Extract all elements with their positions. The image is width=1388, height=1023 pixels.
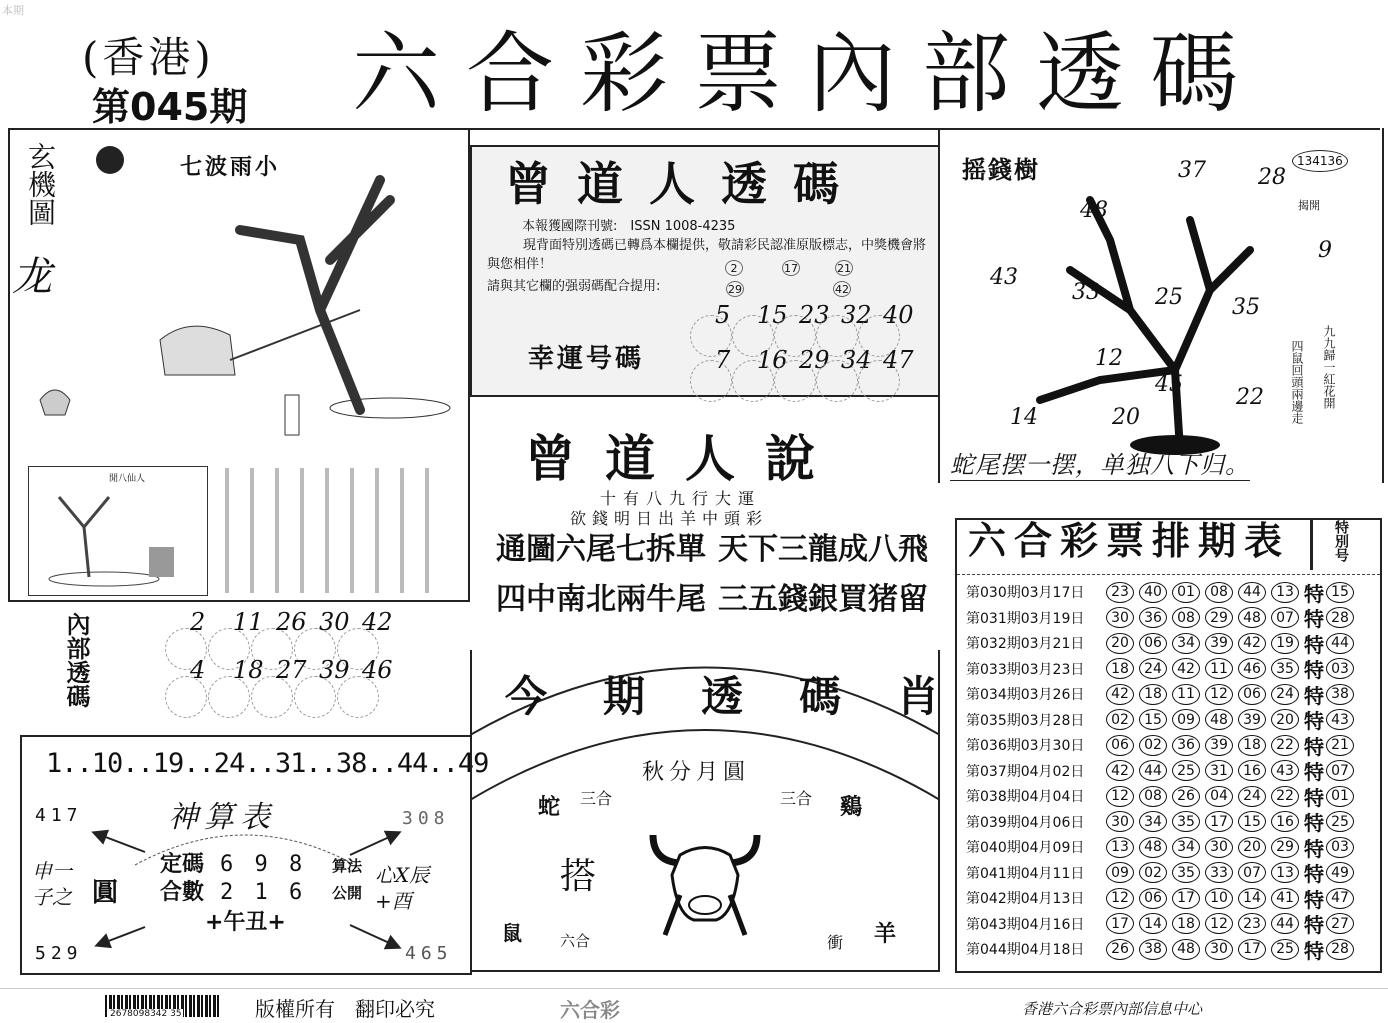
- tree-number: 12: [1095, 346, 1123, 371]
- draw-number: 26: [1172, 786, 1200, 807]
- draw-number: 36: [1139, 607, 1167, 628]
- draw-number: 01: [1172, 582, 1200, 603]
- draw-date: 第043期04月16日: [966, 916, 1085, 933]
- draw-date: 第031期03月19日: [966, 610, 1085, 627]
- draw-number: 48: [1205, 709, 1233, 730]
- draw-number: 17: [1106, 913, 1134, 934]
- draw-number: 12: [1106, 786, 1134, 807]
- tree-number: 37: [1178, 158, 1206, 183]
- schedule-row: [966, 759, 1359, 783]
- lucky-number: 16: [757, 346, 788, 374]
- barcode-number: 2678098342 35: [110, 1009, 182, 1019]
- corner-top-right: 308: [402, 808, 450, 829]
- special-number: 21: [1326, 735, 1354, 756]
- draw-number: 48: [1172, 939, 1200, 960]
- zodiac-hint: +午丑+: [205, 910, 286, 935]
- special-marker: 特: [1304, 658, 1324, 682]
- tree-number: 14: [1010, 405, 1038, 430]
- zodiac-center-text: 秋分月圓: [642, 760, 751, 785]
- special-marker: 特: [1304, 581, 1324, 606]
- lucky-number: 47: [883, 346, 914, 374]
- tree-number: 25: [1155, 285, 1183, 310]
- special-marker: 特: [1304, 734, 1324, 759]
- draw-number: 35: [1271, 658, 1299, 679]
- draw-number: 30: [1106, 607, 1134, 628]
- lucky-number: 34: [841, 346, 872, 374]
- schedule-row: [966, 810, 1359, 834]
- special-code: 21: [837, 262, 851, 275]
- draw-number: 12: [1205, 684, 1233, 705]
- schedule-title: 六合彩票排期表: [968, 519, 1291, 563]
- code-number: 30: [319, 608, 350, 636]
- special-marker: 特: [1304, 709, 1324, 733]
- draw-number: 23: [1238, 913, 1266, 934]
- draw-date: 第040期04月09日: [966, 840, 1085, 856]
- draw-number: 09: [1106, 862, 1134, 883]
- draw-number: 30: [1205, 939, 1233, 960]
- special-code: 42: [835, 283, 849, 296]
- right-note: 心X辰+酉: [375, 863, 430, 913]
- inset-caption: 閒八仙人: [109, 474, 146, 484]
- poem-columns: [215, 468, 450, 593]
- prophecy-line-2a: 四中南北兩牛尾: [496, 582, 706, 617]
- corner-bottom-left: 529: [35, 943, 83, 964]
- issue-number: 第045期: [92, 85, 248, 129]
- draw-number: 35: [1172, 862, 1200, 883]
- prophecy-line-2b: 三五錢銀買猪留: [718, 582, 928, 617]
- draw-number: 18: [1172, 913, 1200, 934]
- draw-number: 43: [1271, 760, 1299, 781]
- special-number-header: 特別号: [1333, 520, 1349, 562]
- special-marker: 特: [1304, 811, 1324, 835]
- zodiac-goat: 羊: [874, 922, 897, 947]
- money-tree-title: 摇錢樹: [962, 156, 1040, 184]
- fixed-code-value: 6 9 8: [220, 852, 307, 877]
- code-number: 26: [276, 608, 307, 636]
- special-number: 15: [1326, 582, 1354, 603]
- draw-number: 07: [1271, 607, 1299, 628]
- draw-number: 34: [1139, 811, 1167, 832]
- special-number: 07: [1326, 760, 1354, 781]
- draw-number: 40: [1139, 582, 1167, 603]
- lucky-number: 40: [883, 301, 914, 329]
- riddle-text: 七波雨小: [180, 155, 281, 180]
- draw-number: 11: [1172, 684, 1200, 705]
- tree-number: 28: [1258, 165, 1286, 190]
- code-number: 18: [233, 656, 264, 684]
- ox-head-icon: [645, 825, 765, 940]
- special-marker: 特: [1304, 836, 1324, 861]
- code-number: 27: [276, 656, 307, 684]
- draw-date: 第039期04月06日: [966, 814, 1085, 831]
- draw-number: 15: [1238, 811, 1266, 832]
- special-marker: 特: [1304, 785, 1324, 810]
- draw-number: 08: [1205, 582, 1233, 603]
- vase-icon: [285, 395, 299, 435]
- lucky-number: 29: [799, 346, 830, 374]
- code-number: 11: [233, 608, 264, 636]
- special-code: 29: [728, 283, 742, 296]
- draw-number: 24: [1238, 786, 1266, 807]
- draw-date: 第044期04月18日: [966, 942, 1085, 958]
- draw-date: 第035期03月28日: [966, 712, 1085, 729]
- fixed-code-label: 定碼: [160, 852, 205, 877]
- liuhe-label: 六合: [560, 932, 591, 950]
- draw-number: 02: [1106, 709, 1134, 730]
- draw-number: 20: [1238, 837, 1266, 858]
- draw-date: 第037期04月02日: [966, 763, 1085, 780]
- mystery-chart-label: 玄機圖: [24, 142, 57, 226]
- zodiac-box-title: 今期透碼肖: [505, 672, 996, 721]
- draw-number: 08: [1139, 786, 1167, 807]
- draw-number: 18: [1106, 658, 1134, 679]
- schedule-row: [966, 631, 1359, 655]
- draw-date: 第034期03月26日: [966, 687, 1085, 703]
- draw-number: 08: [1172, 607, 1200, 628]
- special-marker: 特: [1304, 683, 1324, 708]
- special-code: 2: [725, 260, 743, 276]
- schedule-row: [966, 708, 1359, 732]
- draw-number: 13: [1271, 862, 1299, 883]
- stamp-note: 揭開: [1298, 199, 1320, 212]
- draw-number: 42: [1172, 658, 1200, 679]
- draw-number: 16: [1271, 811, 1299, 832]
- draw-number: 07: [1238, 862, 1266, 883]
- draw-number: 13: [1106, 837, 1134, 858]
- draw-number: 17: [1172, 888, 1200, 909]
- draw-number: 24: [1271, 684, 1299, 705]
- copyright-text: 版權所有 翻印必究: [255, 997, 435, 1021]
- draw-number: 06: [1238, 684, 1266, 705]
- lucky-number: 7: [715, 346, 731, 374]
- draw-number: 22: [1271, 786, 1299, 807]
- region-label: (香港): [82, 33, 215, 82]
- draw-number: 17: [1238, 939, 1266, 960]
- special-number: 38: [1326, 684, 1354, 705]
- method-label-2: 公開: [332, 884, 363, 902]
- number-sequence: 1..10..19..24..31..38..44..49: [46, 748, 489, 779]
- draw-date: 第036期03月30日: [966, 738, 1085, 754]
- draw-number: 35: [1172, 811, 1200, 832]
- zengdao-codes-title: 曾道人透碼: [505, 157, 865, 211]
- draw-number: 48: [1139, 837, 1167, 858]
- code-number: 4: [190, 656, 206, 684]
- draw-number: 44: [1139, 760, 1167, 781]
- lucky-numbers-label: 幸運号碼: [528, 344, 645, 374]
- dog-icon: [160, 326, 235, 375]
- lucky-number: 15: [757, 301, 788, 329]
- special-number: 44: [1326, 633, 1354, 654]
- special-number: 28: [1326, 939, 1354, 960]
- draw-number: 13: [1271, 582, 1299, 603]
- verse-1: 十有八九行大運: [600, 489, 762, 508]
- schedule-row: [966, 580, 1359, 604]
- schedule-row: [966, 682, 1359, 706]
- draw-number: 11: [1205, 658, 1233, 679]
- schedule-row: [966, 784, 1359, 808]
- draw-number: 18: [1139, 684, 1167, 705]
- schedule-row: [966, 657, 1359, 681]
- tree-number: 33: [1072, 280, 1100, 305]
- special-number: 28: [1326, 607, 1354, 628]
- schedule-row: [966, 861, 1359, 885]
- lucky-number: 23: [799, 301, 830, 329]
- draw-number: 22: [1271, 735, 1299, 756]
- draw-number: 44: [1238, 582, 1266, 603]
- draw-number: 09: [1172, 709, 1200, 730]
- tree-number: 48: [1080, 198, 1108, 223]
- draw-number: 20: [1271, 709, 1299, 730]
- draw-number: 29: [1271, 837, 1299, 858]
- draw-number: 30: [1205, 837, 1233, 858]
- draw-number: 33: [1205, 862, 1233, 883]
- tree-number: 35: [1232, 295, 1260, 320]
- zodiac-rooster: 鷄: [840, 795, 863, 820]
- stamp-badge: 134136: [1292, 150, 1348, 172]
- tree-number: 20: [1112, 405, 1140, 430]
- draw-number: 10: [1205, 888, 1233, 909]
- draw-number: 39: [1205, 735, 1233, 756]
- draw-number: 36: [1172, 735, 1200, 756]
- special-number: 01: [1326, 786, 1354, 807]
- draw-number: 31: [1205, 760, 1233, 781]
- draw-number: 12: [1106, 888, 1134, 909]
- watermark: 六合彩: [560, 998, 620, 1022]
- schedule-row: [966, 835, 1359, 859]
- sum-label: 合數: [160, 880, 205, 905]
- prophecy-line-1b: 天下三龍成八飛: [718, 532, 928, 567]
- draw-number: 25: [1271, 939, 1299, 960]
- draw-number: 24: [1139, 658, 1167, 679]
- draw-number: 19: [1271, 633, 1299, 654]
- draw-number: 44: [1271, 913, 1299, 934]
- notice-text: 現背面特別透碼已轉爲本欄提供，敬請彩民認准原版標志，中獎機會將與您相伴！: [487, 238, 927, 272]
- schedule-row: [966, 886, 1359, 910]
- draw-number: 02: [1139, 862, 1167, 883]
- special-marker: 特: [1304, 760, 1324, 784]
- special-number: 27: [1326, 913, 1354, 934]
- left-note: 申一子之: [32, 859, 72, 909]
- special-number: 43: [1326, 709, 1354, 730]
- draw-number: 42: [1106, 760, 1134, 781]
- chong-label: 衝: [827, 933, 844, 952]
- draw-number: 25: [1172, 760, 1200, 781]
- publisher-text: 香港六合彩票內部信息中心: [1022, 1000, 1203, 1018]
- draw-number: 42: [1238, 633, 1266, 654]
- draw-date: 第038期04月04日: [966, 789, 1085, 805]
- page-title: 六合彩票內部透碼: [352, 22, 1265, 125]
- draw-number: 39: [1238, 709, 1266, 730]
- draw-date: 第032期03月21日: [966, 636, 1085, 652]
- lucky-number: 32: [841, 301, 872, 329]
- special-marker: 特: [1304, 913, 1324, 937]
- draw-number: 41: [1271, 888, 1299, 909]
- issn-text: 本報獲國際刊號: ISSN 1008-4235: [522, 219, 736, 234]
- draw-number: 14: [1238, 888, 1266, 909]
- lucky-number: 5: [715, 301, 731, 329]
- instruction-text: 請與其它欄的强弱碼配合提用:: [487, 279, 661, 294]
- money-tree-note-1: 九九歸一紅花開: [1322, 325, 1336, 409]
- draw-number: 48: [1238, 607, 1266, 628]
- special-marker: 特: [1304, 887, 1324, 912]
- tree-number: 9: [1318, 238, 1332, 263]
- draw-number: 06: [1106, 735, 1134, 756]
- draw-number: 42: [1106, 684, 1134, 705]
- draw-number: 34: [1172, 837, 1200, 858]
- special-marker: 特: [1304, 938, 1324, 963]
- schedule-row: [966, 606, 1359, 630]
- corner-bottom-right: 465: [405, 943, 453, 964]
- draw-number: 04: [1205, 786, 1233, 807]
- special-number: 47: [1326, 888, 1354, 909]
- code-number: 46: [362, 656, 393, 684]
- tree-number: 43: [990, 265, 1018, 290]
- draw-number: 29: [1205, 607, 1233, 628]
- code-number: 2: [190, 608, 206, 636]
- chicken-icon: [40, 390, 70, 415]
- draw-number: 39: [1205, 633, 1233, 654]
- moon-icon: [96, 146, 124, 174]
- hand-note: 龙: [12, 254, 52, 300]
- draw-number: 06: [1139, 888, 1167, 909]
- internal-codes-label: 內部透碼: [62, 612, 90, 708]
- tree-number: 45: [1155, 372, 1183, 397]
- draw-number: 20: [1106, 633, 1134, 654]
- schedule-row: [966, 937, 1359, 961]
- zodiac-snake: 蛇: [538, 795, 561, 820]
- code-number: 39: [319, 656, 350, 684]
- draw-number: 17: [1205, 811, 1233, 832]
- draw-number: 06: [1139, 633, 1167, 654]
- draw-number: 26: [1106, 939, 1134, 960]
- special-number: 03: [1326, 658, 1354, 679]
- draw-date: 第042期04月13日: [966, 891, 1085, 907]
- draw-number: 16: [1238, 760, 1266, 781]
- method-label-1: 算法: [332, 857, 363, 875]
- barcode: [105, 995, 220, 1017]
- money-tree-note-2: 四鼠回頭兩邊走: [1290, 340, 1304, 424]
- schedule-row: [966, 912, 1359, 936]
- corner-top-left: 417: [35, 805, 83, 826]
- code-number: 42: [362, 608, 393, 636]
- verse-2: 欲錢明日出羊中頭彩: [570, 509, 769, 528]
- draw-number: 30: [1106, 811, 1134, 832]
- shensuan-title: 神算表: [168, 800, 276, 835]
- draw-number: 12: [1205, 913, 1233, 934]
- zodiac-rat: 鼠: [502, 921, 522, 945]
- corner-mark: 本期: [2, 4, 24, 17]
- draw-date: 第030期03月17日: [966, 585, 1085, 601]
- draw-number: 46: [1238, 658, 1266, 679]
- draw-number: 23: [1106, 582, 1134, 603]
- draw-number: 38: [1139, 939, 1167, 960]
- special-number: 49: [1326, 862, 1354, 883]
- draw-date: 第041期04月11日: [966, 865, 1085, 882]
- special-marker: 特: [1304, 862, 1324, 886]
- schedule-row: [966, 733, 1359, 757]
- draw-number: 18: [1238, 735, 1266, 756]
- sanhe-left: 三合: [580, 789, 613, 808]
- draw-number: 14: [1139, 913, 1167, 934]
- special-marker: 特: [1304, 607, 1324, 631]
- sanhe-right: 三合: [780, 789, 813, 808]
- special-number: 03: [1326, 837, 1354, 858]
- tree-illustration: [30, 140, 460, 450]
- draw-date: 第033期03月23日: [966, 661, 1085, 678]
- special-number: 25: [1326, 811, 1354, 832]
- money-tree-slogan: 蛇尾摆一摆，单独八下归。: [950, 451, 1250, 479]
- zodiac-da: 搭: [560, 856, 597, 897]
- tree-number: 22: [1236, 385, 1264, 410]
- sum-value: 2 1 6: [220, 880, 307, 905]
- inset-picture: [28, 466, 208, 596]
- draw-number: 15: [1139, 709, 1167, 730]
- draw-number: 02: [1139, 735, 1167, 756]
- draw-number: 34: [1172, 633, 1200, 654]
- prophecy-line-1a: 通圖六尾七拆單: [496, 532, 706, 567]
- special-marker: 特: [1304, 632, 1324, 657]
- left-word: 圓: [92, 878, 119, 908]
- special-code: 17: [784, 262, 798, 275]
- zengdao-says-title: 曾道人說: [525, 429, 845, 488]
